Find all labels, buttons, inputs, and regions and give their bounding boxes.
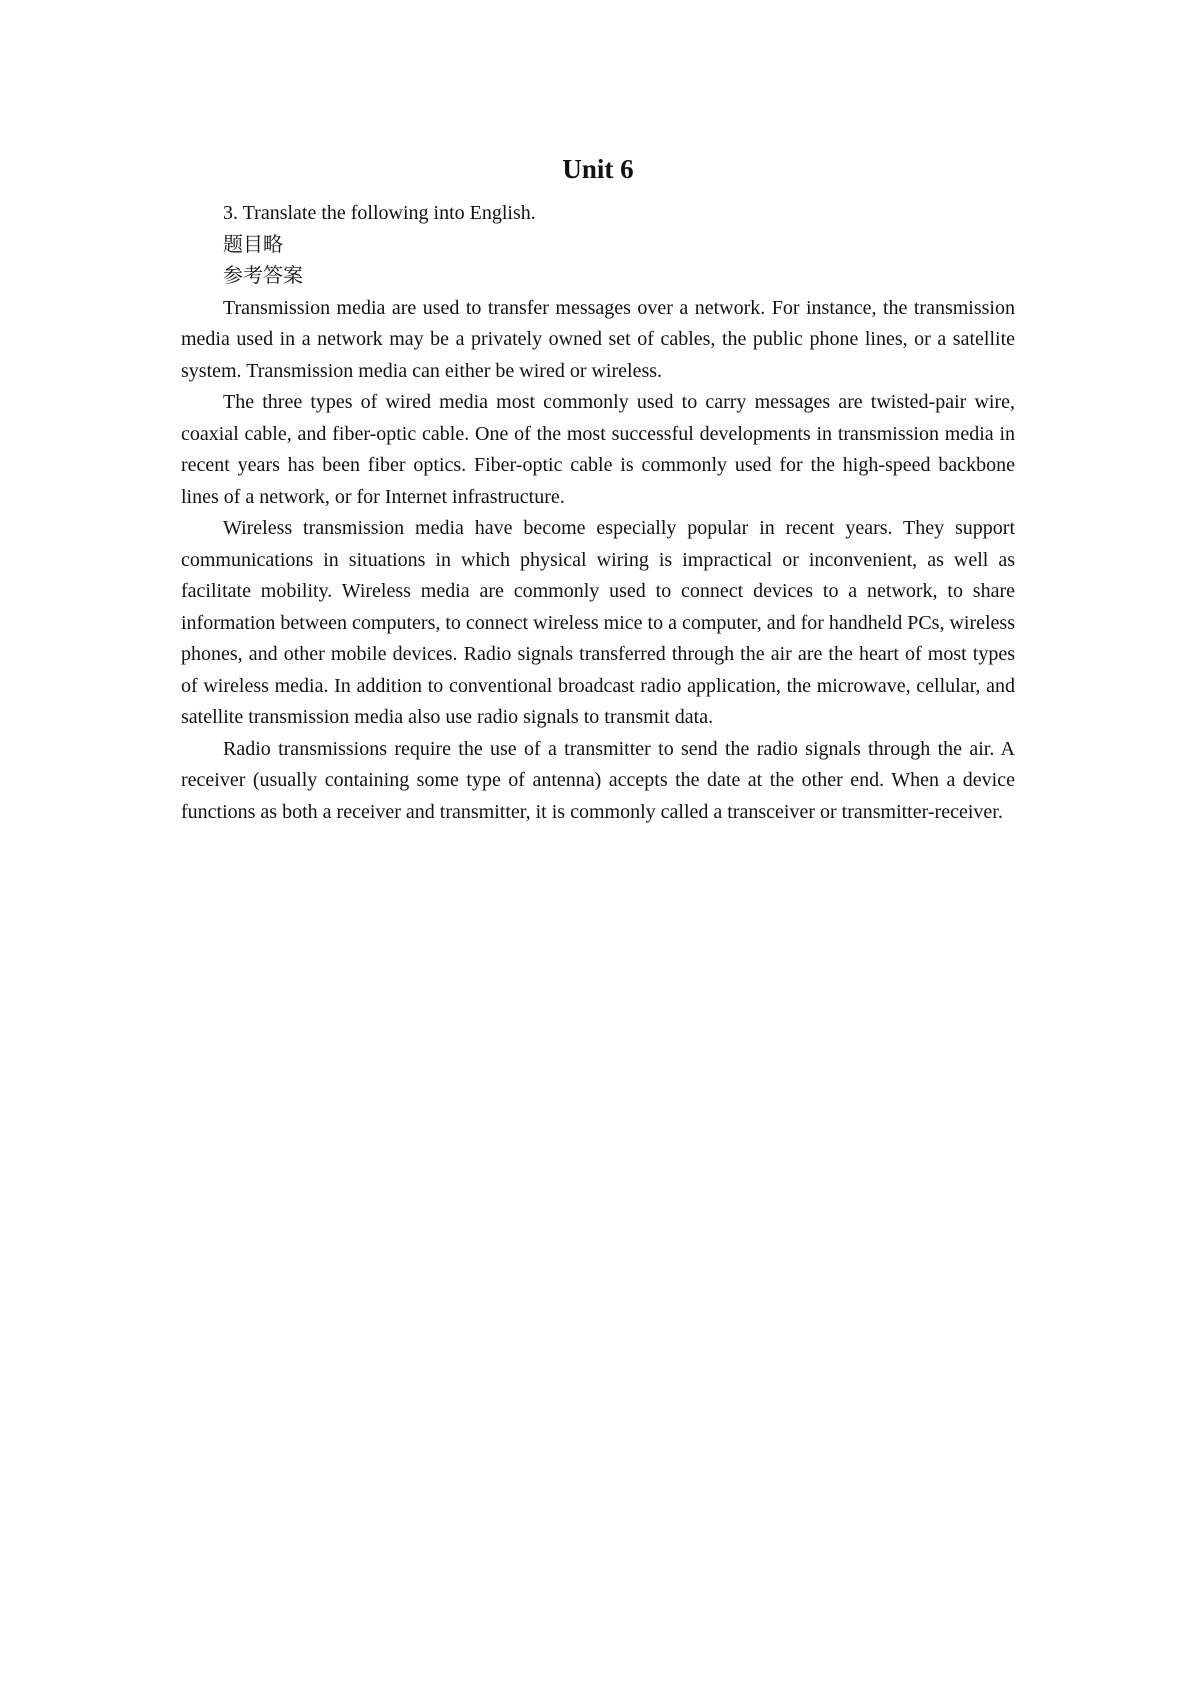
document-body xyxy=(181,152,1015,828)
answer-paragraph-1: Transmission media are used to transfer messages over a network. For instance, the transmission media used in a network may be a privately owned set of cables, the public phone lines, or a satellite system. Transmission media can either be wired or wireless. xyxy=(181,296,1015,382)
exercise-heading: 3. Translate the following into English. xyxy=(223,202,536,224)
unit-title: Unit 6 xyxy=(562,154,634,184)
question-omitted-note: 题目略 xyxy=(223,233,283,256)
answer-paragraph-3: Wireless transmission media have become especially popular in recent years. They support communications in situations in which physical wiring is impractical or inconvenient, as well as facilitate mobility. Wireless media are commonly used to connect devices to a network, to share information between computers, to connect wireless mice to a computer, and for handheld PCs, wireless phones, and other mobile devices. Radio signals transferred through the air are the heart of most types of wireless media. In addition to conventional broadcast radio application, the microwave, cellular, and satellite transmission media also use radio signals to transmit data. xyxy=(181,517,1015,728)
reference-answer-label: 参考答案 xyxy=(223,265,303,287)
answer-paragraph-4: Radio transmissions require the use of a transmitter to send the radio signals through the air. A receiver (usually containing some type of antenna) accepts the date at the other end. When a device functions as both a receiver and transmitter, it is commonly called a transceiver or transmitter-receiver. xyxy=(181,737,1015,823)
answer-paragraph-2: The three types of wired media most commonly used to carry messages are twisted-pair wire, coaxial cable, and fiber-optic cable. One of the most successful developments in transmission media in recent years has been fiber optics. Fiber-optic cable is commonly used for the high-speed backbone lines of a network, or for Internet infrastructure. xyxy=(181,391,1015,508)
